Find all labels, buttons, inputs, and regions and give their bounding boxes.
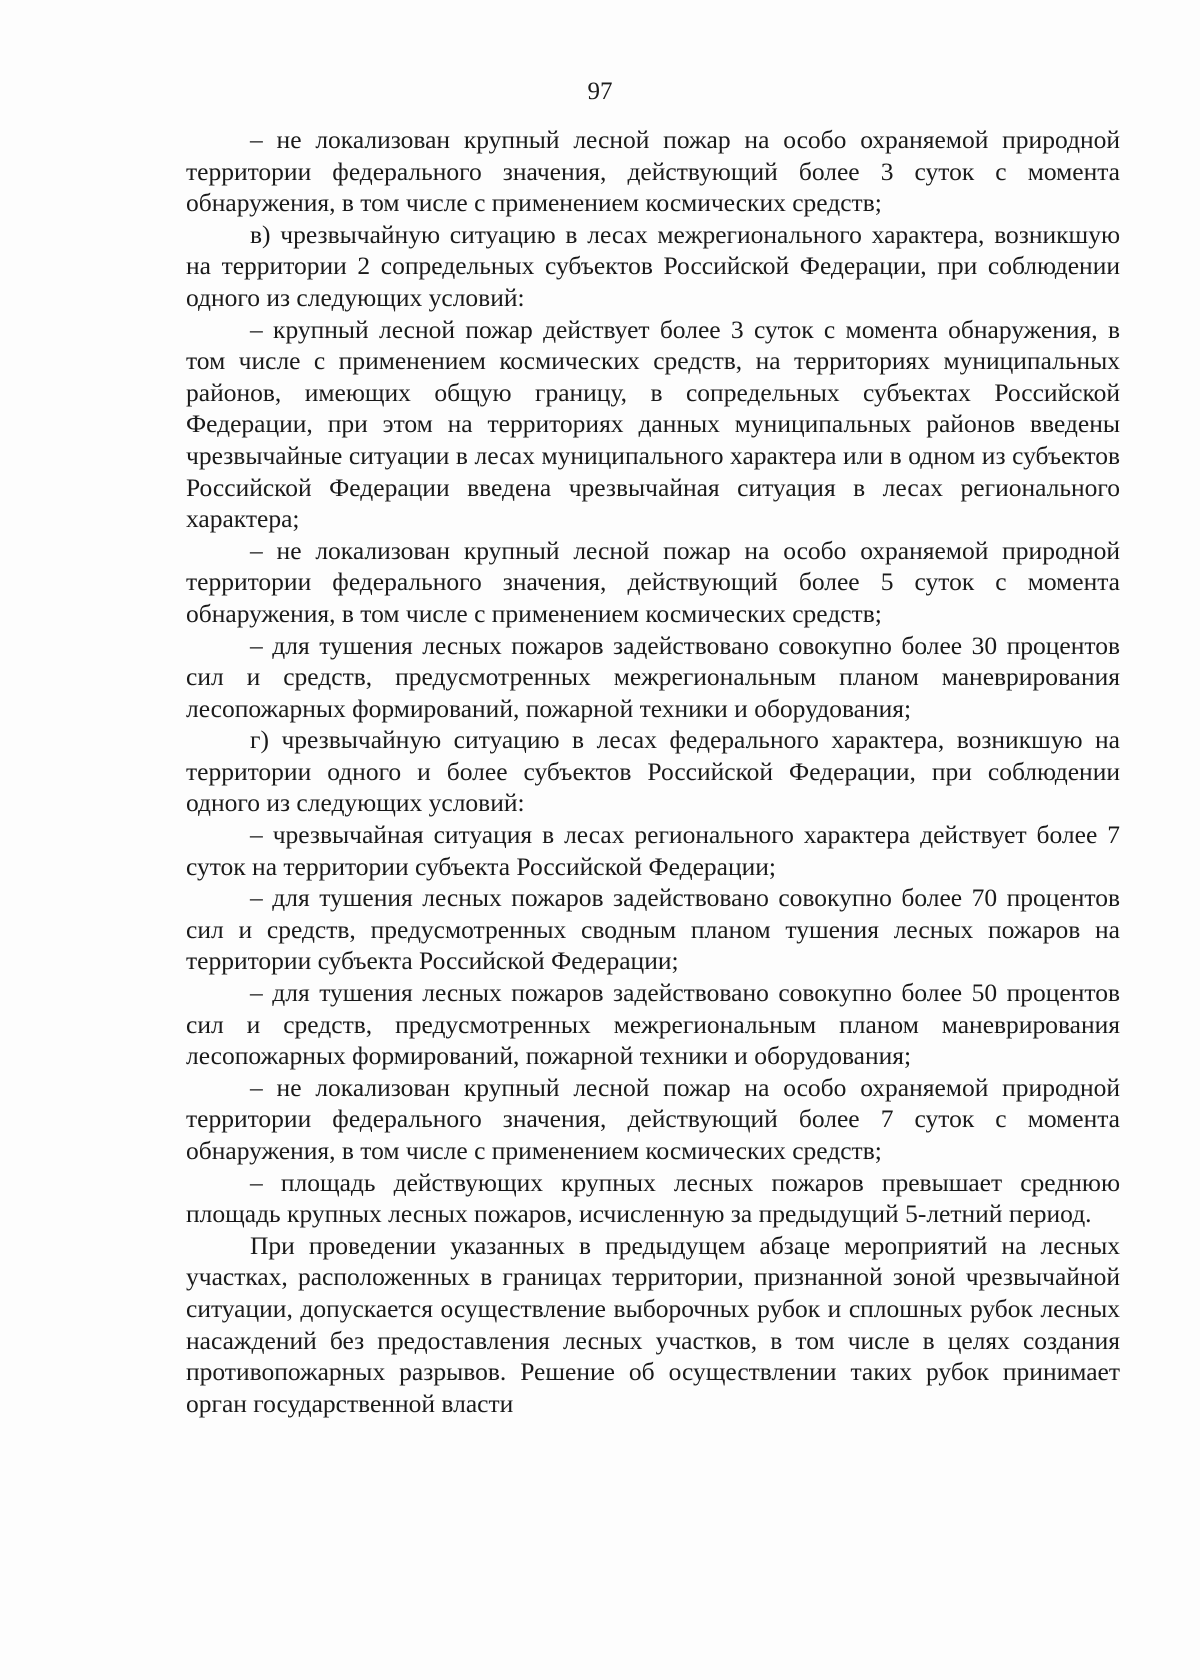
- paragraph-7: – чрезвычайная ситуация в лесах регионального характера действует более 7 суток на территории субъекта Российской Федерации;: [186, 820, 1120, 881]
- paragraph-11: – площадь действующих крупных лесных пожаров превышает среднюю площадь крупных лесных пожаров, исчисленную за предыдущий 5-летний период.: [186, 1167, 1120, 1229]
- document-body: [186, 124, 1120, 1419]
- page-number: 97: [587, 78, 613, 105]
- paragraph-6: г) чрезвычайную ситуацию в лесах федерального характера, возникшую на территории одного и более субъектов Российской Федерации, при соблюдении одного из следующих условий:: [186, 725, 1120, 818]
- paragraph-1: – не локализован крупный лесной пожар на особо охраняемой природной территории федерального значения, действующий более 3 суток с момента обнаружения, в том числе с применением космических средств;: [186, 125, 1120, 218]
- paragraph-8: – для тушения лесных пожаров задействовано совокупно более 70 процентов сил и средств, предусмотренных сводным планом тушения лесных пожаров на территории субъекта Российской Федерации;: [186, 883, 1120, 976]
- paragraph-10: – не локализован крупный лесной пожар на особо охраняемой природной территории федерального значения, действующий более 7 суток с момента обнаружения, в том числе с применением космических средств;: [186, 1072, 1120, 1165]
- paragraph-4: – не локализован крупный лесной пожар на особо охраняемой природной территории федерального значения, действующий более 5 суток с момента обнаружения, в том числе с применением космических средств;: [186, 535, 1120, 628]
- paragraph-12: При проведении указанных в предыдущем абзаце мероприятий на лесных участках, расположенных в границах территории, признанной зоной чрезвычайной ситуации, допускается осуществление выборочных рубок и сплошных рубок лесных насаждений без предоставления лесных участков, в том числе в целях создания противопожарных разрывов. Решение об осуществлении таких рубок принимает орган государственной власти: [186, 1230, 1120, 1418]
- paragraph-2: в) чрезвычайную ситуацию в лесах межрегионального характера, возникшую на территории 2 сопредельных субъектов Российской Федерации, при соблюдении одного из следующих условий:: [186, 219, 1120, 312]
- paragraph-5: – для тушения лесных пожаров задействовано совокупно более 30 процентов сил и средств, предусмотренных межрегиональным планом маневрирования лесопожарных формирований, пожарной техники и оборудования;: [186, 630, 1120, 723]
- paragraph-9: – для тушения лесных пожаров задействовано совокупно более 50 процентов сил и средств, предусмотренных межрегиональным планом маневрирования лесопожарных формирований, пожарной техники и оборудования;: [186, 978, 1120, 1071]
- paragraph-3: – крупный лесной пожар действует более 3 суток с момента обнаружения, в том числе с применением космических средств, на территориях муниципальных районов, имеющих общую границу, в сопредельных субъектах Российской Федерации, при этом на территориях данных муниципальных районов введены чрезвычайные ситуации в лесах муниципального характера или в одном из субъектов Российской Федерации введена чрезвычайная ситуация в лесах регионального характера;: [186, 314, 1120, 534]
